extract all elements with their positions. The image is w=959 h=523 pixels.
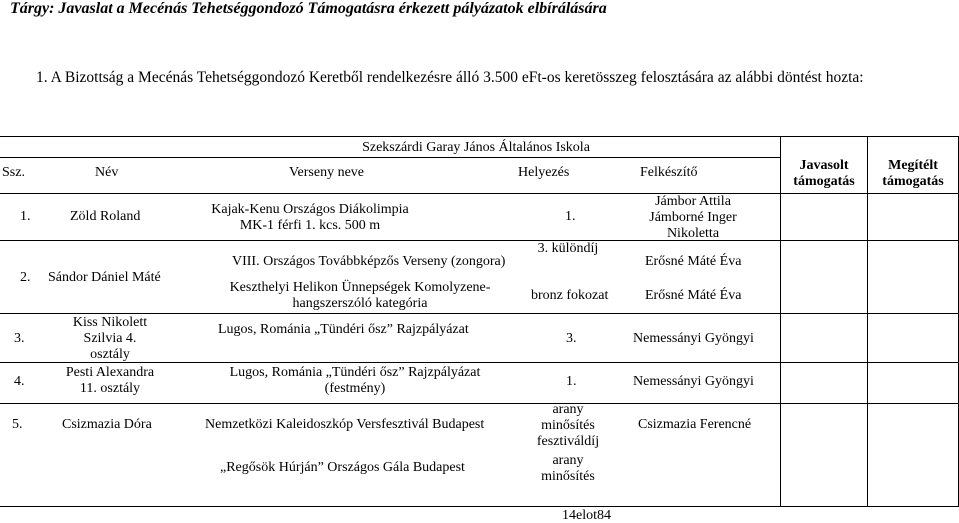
row2b-verseny: Keszthelyi Helikon Ünnepségek Komolyzene-hangszerszóló kategória <box>229 280 491 311</box>
header-javasolt: Javasolt támogatás <box>793 158 855 189</box>
row3-felkeszito: Nemessányi Gyöngyi <box>633 331 754 346</box>
document-title: Tárgy: Javaslat a Mecénás Tehetséggondozó Támogatásra érkezett pályázatok elbírálására <box>10 0 607 17</box>
decision-intro: 1. A Bizottság a Mecénás Tehetséggondozó Keretből rendelkezésre álló 3.500 eFt-os keretösszeg felosztására az alábbi döntést hozta: <box>36 69 864 86</box>
row4-nev: Pesti Alexandra 11. osztály <box>65 365 155 396</box>
row3-verseny: Lugos, Románia „Tündéri ősz” Rajzpályázat <box>218 322 469 337</box>
header-megitelt: Megítélt támogatás <box>882 158 944 189</box>
row5-felkeszito: Csizmazia Ferencné <box>638 417 752 432</box>
row1-verseny: Kajak-Kenu Országos Diákolimpia MK-1 férfi 1. kcs. 500 m <box>211 202 409 233</box>
row2-felkeszito: Erősné Máté Éva <box>645 254 742 269</box>
row4-verseny: Lugos, Románia „Tündéri ősz” Rajzpályázat (festmény) <box>229 365 481 396</box>
school-name: Szekszárdi Garay János Általános Iskola <box>362 140 590 155</box>
row4-felkeszito: Nemessányi Gyöngyi <box>633 374 754 389</box>
row2-ssz: 2. <box>20 270 31 285</box>
document-reference: 14elot84 <box>562 508 611 523</box>
row5-nev: Csizmazia Dóra <box>62 417 152 432</box>
row5b-helyezes: arany minősítés <box>541 453 595 484</box>
row2b-felkeszito: Erősné Máté Éva <box>645 288 742 303</box>
header-ssz: Ssz. <box>2 165 25 180</box>
header-helyezes: Helyezés <box>518 165 570 180</box>
header-felkeszito: Felkészítő <box>640 165 698 180</box>
row5-helyezes: arany minősítés fesztiváldíj <box>536 402 600 449</box>
row2-nev: Sándor Dániel Máté <box>48 270 161 285</box>
row3-nev: Kiss Nikolett Szilvia 4. osztály <box>72 315 148 362</box>
row2-verseny: VIII. Országos Továbbképzős Verseny (zongora) <box>232 254 506 269</box>
row5b-verseny: „Regősök Húrján” Országos Gála Budapest <box>220 460 465 475</box>
row1-ssz: 1. <box>20 209 31 224</box>
header-verseny: Verseny neve <box>289 165 365 180</box>
row2-helyezes: 3. különdíj <box>537 241 599 256</box>
row1-felkeszito: Jámbor Attila Jámborné Inger Nikoletta <box>649 194 737 241</box>
row5-ssz: 5. <box>12 417 23 432</box>
row3-helyezes: 3. <box>566 331 577 346</box>
header-nev: Név <box>95 165 119 180</box>
row5-verseny: Nemzetközi Kaleidoszkóp Versfesztivál Budapest <box>205 417 485 432</box>
row3-ssz: 3. <box>14 331 25 346</box>
row1-helyezes: 1. <box>565 209 576 224</box>
row2b-helyezes: bronz fokozat <box>531 288 609 303</box>
row1-nev: Zöld Roland <box>70 209 141 224</box>
row4-ssz: 4. <box>14 374 25 389</box>
row4-helyezes: 1. <box>566 374 577 389</box>
